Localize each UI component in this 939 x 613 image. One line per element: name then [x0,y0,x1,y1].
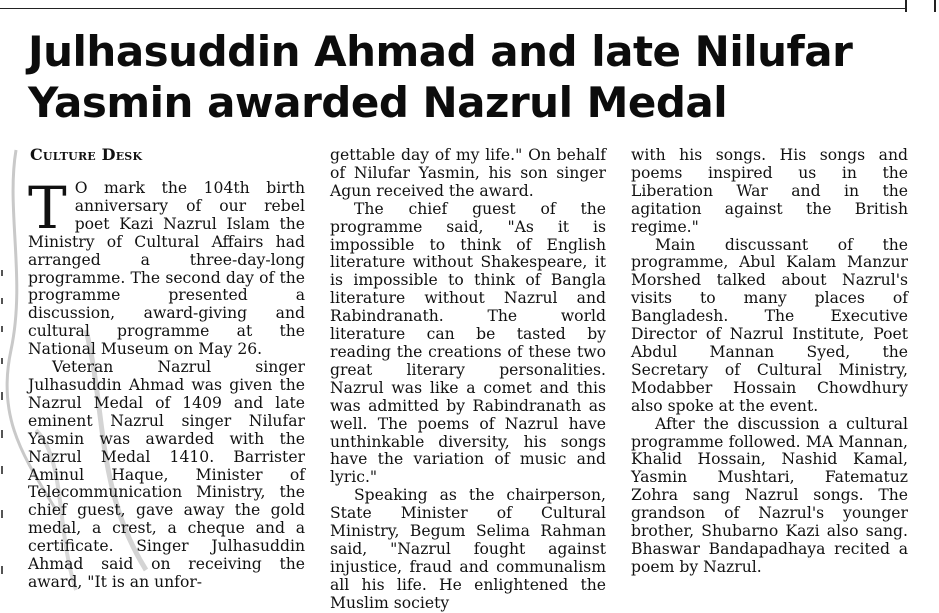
article-column-2 [330,147,606,613]
paragraph: Speaking as the chairperson, State Minister of Cultural Ministry, Begum Selima Rahman said, "Nazrul fought against injustice, fraud and communalism all his life. He enlightened the Muslim society [330,486,606,612]
paragraph: The chief guest of the programme said, "As it is impossible to think of English literature without Shakespeare, it is impossible to think of Bangla literature without Nazrul and Rabindranath. The world literature can be tasted by reading the creations of these two great literary personalities. Nazrul was like a comet and this was admitted by Rabindranath as well. The poems of Nazrul have unthinkable diversity, his songs have the variation of music and lyric." [330,199,606,487]
top-rule [0,0,905,9]
paragraph: gettable day of my life." On behalf of Nilufar Yasmin, his son singer Agun received the award. [330,146,606,200]
headline: Julhasuddin Ahmad and late Nilufar Yasmin awarded Nazrul Medal [28,27,853,127]
column-rule [905,0,907,12]
drop-cap: T [28,174,67,242]
paragraph: Main discussant of the programme, Abul Kalam Manzur Morshed talked about Nazrul's visits to many places of Bangladesh. The Executive Director of Nazrul Institute, Poet Abdul Mannan Syed, the Secretary of Cultural Ministry, Modabber Hossain Chowdhury also spoke at the event. [631,235,908,415]
article-column-1 [28,174,305,592]
paragraph: with his songs. His songs and poems inspired us in the Liberation War and in the agitation against the British regime." [631,146,908,236]
paragraph: Veteran Nazrul singer Julhasuddin Ahmad was given the Nazrul Medal of 1409 and late eminent Nazrul singer Nilufar Yasmin was awarded with the Nazrul Medal 1410. Barrister Aminul Haque, Minister of Telecommunication Ministry, the chief guest, gave away the gold medal, a crest, a cheque and a certificate. Singer Julhasuddin Ahmad said on receiving the award, "It is an unfor- [28,358,305,591]
paragraph: O mark the 104th birth anniversary of our rebel poet Kazi Nazrul Islam the Ministry of Cultural Affairs had arranged a three-day-long programme. The second day of the programme presented a discussion, award-giving and cultural programme at the National Museum on May 26. [28,179,305,359]
article-column-3 [631,147,908,577]
paragraph: After the discussion a cultural programme followed. MA Mannan, Khalid Hossain, Nashid Kamal, Yasmin Mushtari, Fatematuz Zohra sang Nazrul songs. The grandson of Nazrul's younger brother, Shubarno Kazi also sang. Bhaswar Bandapadhaya recited a poem by Nazrul. [631,414,908,576]
section-label: Culture Desk [30,145,143,164]
margin-marks [0,270,10,590]
column-rule [934,0,936,12]
